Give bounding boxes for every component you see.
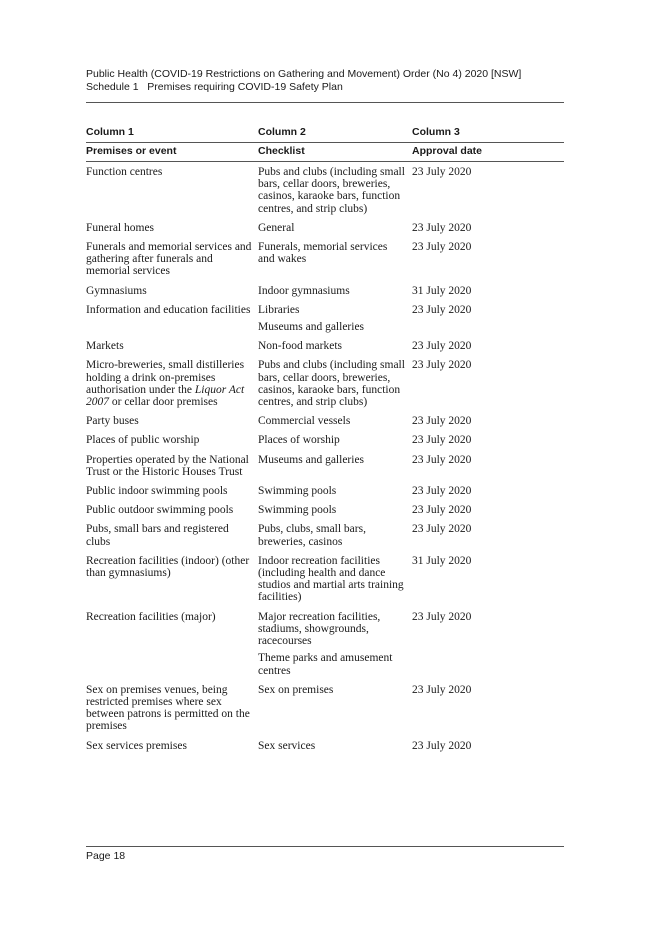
checklist-cell xyxy=(258,498,412,517)
table-row xyxy=(86,353,564,409)
checklist-item: Major recreation facilities, stadiums, showgrounds, racecourses xyxy=(258,610,381,648)
checklist-item: Pubs and clubs (including small bars, cellar doors, breweries, casinos, karaoke bars, function centres, and strip clubs) xyxy=(258,166,405,215)
table-row xyxy=(86,498,564,517)
checklist-cell xyxy=(258,353,412,409)
premises-cell: Funerals and memorial services and gathering after funerals and memorial services xyxy=(86,241,252,278)
checklist-cell xyxy=(258,298,412,334)
checklist-cell xyxy=(258,428,412,447)
checklist-item: General xyxy=(258,221,295,234)
approval-date-cell: 23 July 2020 xyxy=(412,523,472,536)
checklist-item: Sex on premises xyxy=(258,683,334,696)
checklist-item: Non-food markets xyxy=(258,340,342,353)
checklist-header: Checklist xyxy=(258,143,412,162)
checklist-cell xyxy=(258,678,412,734)
premises-cell: Function centres xyxy=(86,166,163,178)
schedule-subtitle: Schedule 1 Premises requiring COVID-19 Safety Plan xyxy=(86,81,343,93)
premises-cell: Sex services premises xyxy=(86,739,187,752)
checklist-cell xyxy=(258,448,412,479)
premises-cell: Gymnasiums xyxy=(86,284,147,297)
checklist-item: Theme parks and amusement centres xyxy=(258,652,393,677)
checklist-item: Museums and galleries xyxy=(258,321,365,334)
checklist-item: Pubs and clubs (including small bars, cellar doors, breweries, casinos, karaoke bars, function centres, and strip clubs) xyxy=(258,359,405,409)
approval-date-cell: 23 July 2020 xyxy=(412,166,472,178)
approval-date-cell: 23 July 2020 xyxy=(412,504,472,517)
approval-date-header: Approval date xyxy=(412,143,564,162)
approval-date-cell: 23 July 2020 xyxy=(412,241,472,254)
table-row xyxy=(86,216,564,235)
table-row xyxy=(86,479,564,498)
checklist-cell xyxy=(258,216,412,235)
checklist-cell xyxy=(258,279,412,298)
approval-date-cell: 23 July 2020 xyxy=(412,434,472,447)
checklist-cell xyxy=(258,409,412,428)
checklist-cell xyxy=(258,734,412,753)
premises-cell: Recreation facilities (major) xyxy=(86,610,216,623)
checklist-item: Museums and galleries xyxy=(258,453,365,466)
table-row xyxy=(86,605,564,678)
approval-date-cell: 23 July 2020 xyxy=(412,415,472,428)
table-row xyxy=(86,279,564,298)
table-row xyxy=(86,517,564,548)
table-row xyxy=(86,334,564,353)
approval-date-cell: 23 July 2020 xyxy=(412,485,472,498)
premises-cell: Pubs, small bars and registered clubs xyxy=(86,523,229,548)
column-2-number: Column 2 xyxy=(258,124,412,143)
schedule-table xyxy=(86,124,564,753)
checklist-item: Pubs, clubs, small bars, breweries, casinos xyxy=(258,523,366,548)
column-header-row xyxy=(86,143,564,162)
table-row xyxy=(86,235,564,279)
premises-cell: Funeral homes xyxy=(86,221,155,234)
checklist-item: Funerals, memorial services and wakes xyxy=(258,241,388,266)
premises-cell: Sex on premises venues, being restricted premises where sex between patrons is permitted on the premises xyxy=(86,683,250,733)
checklist-item: Libraries xyxy=(258,303,300,316)
checklist-cell xyxy=(258,162,412,216)
premises-cell: Markets xyxy=(86,340,124,353)
checklist-item: Swimming pools xyxy=(258,504,337,517)
footer-divider xyxy=(86,846,564,847)
table-row xyxy=(86,448,564,479)
checklist-cell xyxy=(258,479,412,498)
checklist-cell xyxy=(258,517,412,548)
approval-date-cell: 23 July 2020 xyxy=(412,340,472,353)
checklist-cell xyxy=(258,549,412,605)
column-3-number: Column 3 xyxy=(412,124,564,143)
approval-date-cell: 23 July 2020 xyxy=(412,683,472,696)
act-title: Liquor Act 2007 xyxy=(86,383,245,409)
premises-cell: Properties operated by the National Trust or the Historic Houses Trust xyxy=(86,453,249,478)
document-title: Public Health (COVID-19 Restrictions on Gathering and Movement) Order (No 4) 2020 [NSW] xyxy=(86,68,522,80)
approval-date-cell: 23 July 2020 xyxy=(412,359,472,372)
checklist-item: Indoor gymnasiums xyxy=(258,284,350,297)
premises-cell: Information and education facilities xyxy=(86,303,251,316)
checklist-cell xyxy=(258,235,412,279)
premises-cell: Public outdoor swimming pools xyxy=(86,504,234,517)
checklist-item: Sex services xyxy=(258,739,316,752)
premises-cell: Places of public worship xyxy=(86,434,200,447)
checklist-item: Places of worship xyxy=(258,434,340,447)
approval-date-cell: 23 July 2020 xyxy=(412,610,472,623)
checklist-cell xyxy=(258,605,412,678)
table-row xyxy=(86,162,564,216)
page-number: Page 18 xyxy=(86,850,126,862)
checklist-cell xyxy=(258,334,412,353)
premises-header: Premises or event xyxy=(86,143,258,162)
column-number-row xyxy=(86,124,564,143)
table-body xyxy=(86,162,564,753)
approval-date-cell: 23 July 2020 xyxy=(412,453,472,466)
table-row xyxy=(86,549,564,605)
premises-text: or cellar door premises xyxy=(109,396,218,409)
table-row xyxy=(86,678,564,734)
column-1-number: Column 1 xyxy=(86,124,258,143)
premises-cell: Recreation facilities (indoor) (other than gymnasiums) xyxy=(86,554,250,580)
table-row xyxy=(86,409,564,428)
approval-date-cell: 31 July 2020 xyxy=(412,554,472,567)
approval-date-cell: 23 July 2020 xyxy=(412,221,472,234)
running-header xyxy=(86,68,564,94)
approval-date-cell: 23 July 2020 xyxy=(412,303,472,316)
checklist-item: Indoor recreation facilities (including health and dance studios and martial arts training facilities) xyxy=(258,554,404,604)
table-row xyxy=(86,734,564,753)
header-divider xyxy=(86,102,564,103)
approval-date-cell: 23 July 2020 xyxy=(412,739,472,752)
premises-text: Micro-breweries, small distilleries holding a drink on-premises authorisation under the xyxy=(86,359,245,396)
table-row xyxy=(86,428,564,447)
checklist-item: Swimming pools xyxy=(258,485,337,498)
premises-cell xyxy=(86,353,258,409)
checklist-item: Commercial vessels xyxy=(258,415,351,428)
table-row xyxy=(86,298,564,334)
approval-date-cell: 31 July 2020 xyxy=(412,284,472,297)
premises-cell: Public indoor swimming pools xyxy=(86,485,228,498)
premises-cell: Party buses xyxy=(86,415,139,428)
